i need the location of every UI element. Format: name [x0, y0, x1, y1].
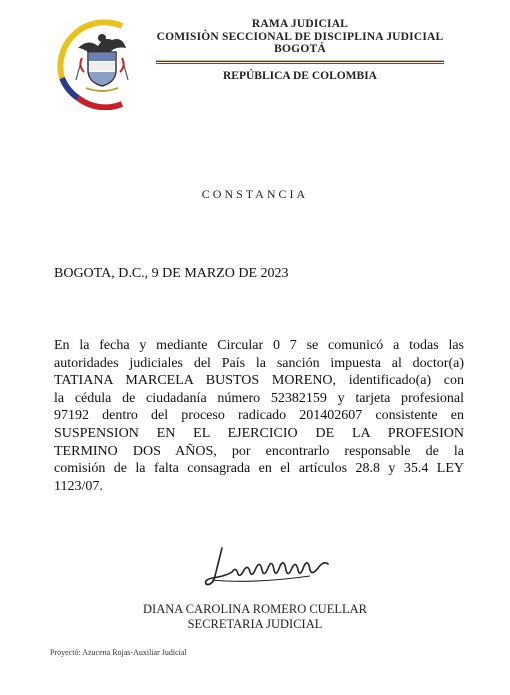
body-line: 1123/07.: [54, 478, 103, 494]
body-line: SUSPENSION EN EL EJERCICIO DE LA PROFESION: [54, 425, 464, 441]
body-line: 97192 dentro del proceso radicado 201402607 consistente en: [54, 408, 464, 424]
body-line: En la fecha y mediante Circular 0 7 se comunicó a todas las: [54, 338, 464, 353]
prepared-by-note: Proyectó: Azucena Rojas-Auxiliar Judicial: [50, 648, 187, 657]
signer-role: SECRETARIA JUDICIAL: [187, 617, 323, 631]
body-line: autoridades judiciales del País la sanción impuesta al doctor(a): [54, 355, 464, 371]
place-date: BOGOTA, D.C., 9 DE MARZO DE 2023: [54, 266, 289, 281]
signer-name: DIANA CAROLINA ROMERO CUELLAR: [143, 602, 367, 616]
org-line-branch: RAMA JUDICIAL: [251, 18, 349, 30]
letterhead: [52, 18, 452, 110]
republic-name: REPÚBLICA DE COLOMBIA: [223, 69, 377, 82]
body-line: TATIANA MARCELA BUSTOS MORENO, identificado(a) con: [54, 373, 464, 389]
document-title: CONSTANCIA: [201, 187, 309, 201]
body-paragraph: [54, 337, 464, 495]
signer-block: [0, 602, 510, 632]
handwritten-signature: [192, 540, 342, 590]
org-line-city: BOGOTÁ: [274, 43, 326, 55]
body-line: la cédula de ciudadanía número 52382159 y tarjeta profesional: [54, 390, 464, 406]
body-line: comisión de la falta consagrada en el artículos 28.8 y 35.4 LEY: [54, 461, 464, 477]
org-line-commission: COMISIÒN SECCIONAL DE DISCIPLINA JUDICIAL: [156, 30, 444, 43]
flag-divider: [156, 60, 444, 64]
organization-block: [150, 18, 450, 82]
body-line: TERMINO DOS AÑOS, por encontrarlo responsable de la: [54, 443, 464, 459]
colombia-coat-of-arms-icon: [52, 18, 148, 110]
